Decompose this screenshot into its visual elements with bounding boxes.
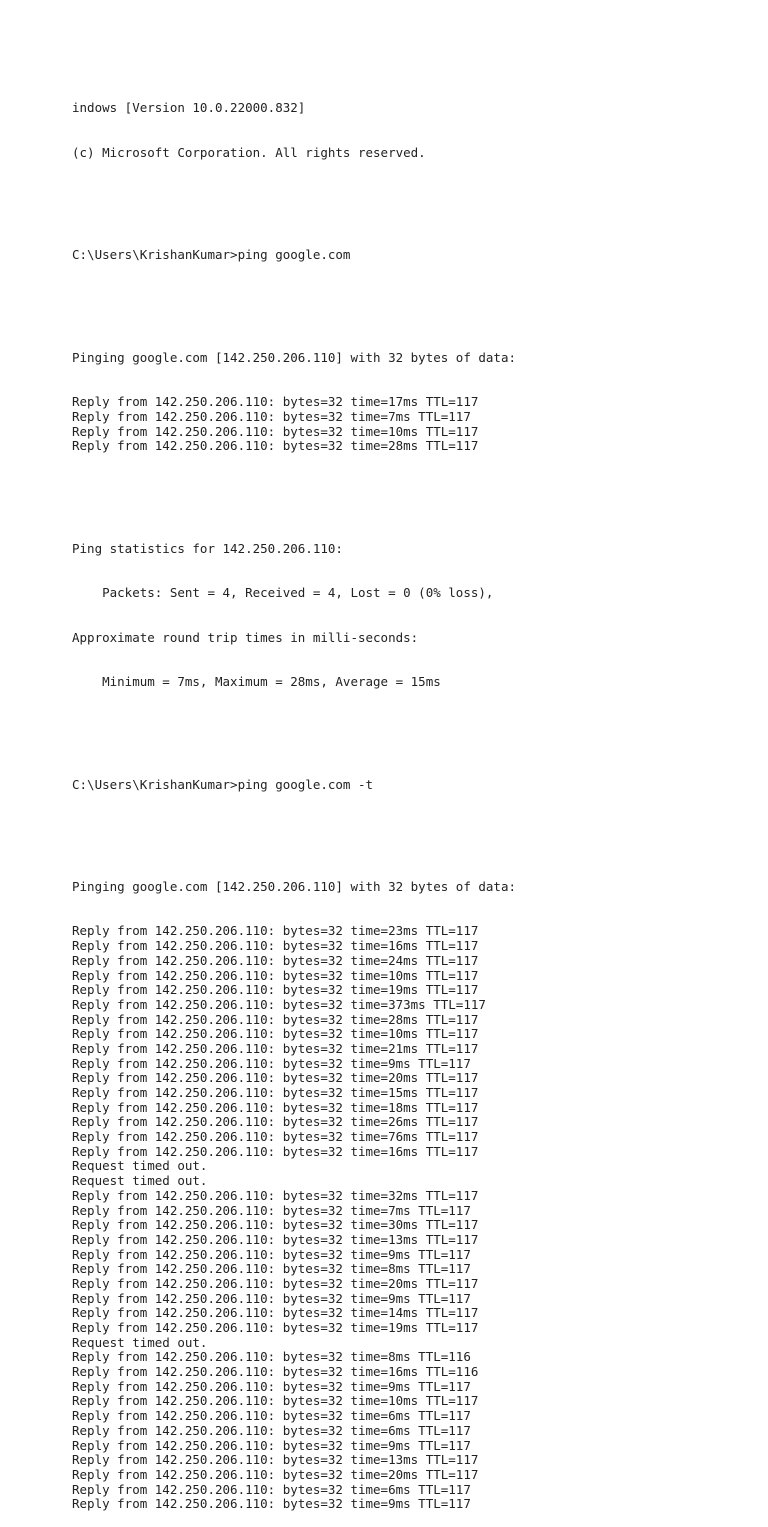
reply-line: Reply from 142.250.206.110: bytes=32 time=26ms TTL=117 — [72, 1114, 479, 1130]
command-line: C:\Users\KrishanKumar>ping google.com -t — [72, 776, 374, 792]
blank-line — [72, 190, 752, 205]
reply-line: Reply from 142.250.206.110: bytes=32 time=19ms TTL=117 — [72, 1320, 479, 1336]
reply-line: Reply from 142.250.206.110: bytes=32 time=10ms TTL=117 — [72, 1026, 479, 1042]
reply-line: Reply from 142.250.206.110: bytes=32 time=10ms TTL=117 — [72, 423, 479, 439]
reply-line: Reply from 142.250.206.110: bytes=32 time=10ms TTL=117 — [72, 967, 479, 983]
stats-times: Minimum = 7ms, Maximum = 28ms, Average = 15ms — [72, 673, 441, 689]
reply-line: Reply from 142.250.206.110: bytes=32 time=20ms TTL=117 — [72, 1466, 479, 1482]
reply-line: Reply from 142.250.206.110: bytes=32 time=18ms TTL=117 — [72, 1099, 479, 1115]
reply-line: Reply from 142.250.206.110: bytes=32 time=14ms TTL=117 — [72, 1305, 479, 1321]
reply-line: Request timed out. — [72, 1173, 208, 1189]
reply-line: Request timed out. — [72, 1334, 208, 1350]
reply-line: Reply from 142.250.206.110: bytes=32 time=13ms TTL=117 — [72, 1231, 479, 1247]
reply-line: Reply from 142.250.206.110: bytes=32 time=16ms TTL=116 — [72, 1364, 479, 1380]
reply-line: Reply from 142.250.206.110: bytes=32 time=19ms TTL=117 — [72, 982, 479, 998]
command-line: C:\Users\KrishanKumar>ping google.com — [72, 247, 351, 263]
reply-line: Reply from 142.250.206.110: bytes=32 time=7ms TTL=117 — [72, 409, 471, 425]
reply-line: Reply from 142.250.206.110: bytes=32 time=9ms TTL=117 — [72, 1378, 471, 1394]
copyright-line: (c) Microsoft Corporation. All rights reserved. — [72, 144, 426, 160]
reply-line: Reply from 142.250.206.110: bytes=32 time=16ms TTL=117 — [72, 1143, 479, 1159]
reply-line: Reply from 142.250.206.110: bytes=32 time=373ms TTL=117 — [72, 996, 486, 1012]
reply-line: Reply from 142.250.206.110: bytes=32 time=24ms TTL=117 — [72, 952, 479, 968]
reply-line: Reply from 142.250.206.110: bytes=32 time=32ms TTL=117 — [72, 1187, 479, 1203]
pinging-line: Pinging google.com [142.250.206.110] with 32 bytes of data: — [72, 879, 517, 895]
reply-line: Reply from 142.250.206.110: bytes=32 time=9ms TTL=117 — [72, 1437, 471, 1453]
reply-line: Reply from 142.250.206.110: bytes=32 time=13ms TTL=117 — [72, 1452, 479, 1468]
version-line: indows [Version 10.0.22000.832] — [72, 100, 306, 116]
reply-line: Reply from 142.250.206.110: bytes=32 time=28ms TTL=117 — [72, 438, 479, 454]
stats-title: Ping statistics for 142.250.206.110: — [72, 541, 343, 557]
reply-line: Reply from 142.250.206.110: bytes=32 time=30ms TTL=117 — [72, 1217, 479, 1233]
reply-line: Reply from 142.250.206.110: bytes=32 time=16ms TTL=117 — [72, 938, 479, 954]
reply-line: Request timed out. — [72, 1158, 208, 1174]
blank-line — [72, 484, 752, 499]
stats-approx: Approximate round trip times in milli-seconds: — [72, 629, 419, 645]
terminal-output — [72, 72, 752, 1527]
reply-line: Reply from 142.250.206.110: bytes=32 time=8ms TTL=116 — [72, 1349, 471, 1365]
reply-line: Reply from 142.250.206.110: bytes=32 time=7ms TTL=117 — [72, 1202, 471, 1218]
reply-list — [72, 924, 752, 1512]
reply-line: Reply from 142.250.206.110: bytes=32 time=76ms TTL=117 — [72, 1129, 479, 1145]
reply-line: Reply from 142.250.206.110: bytes=32 time=9ms TTL=117 — [72, 1246, 471, 1262]
reply-line: Reply from 142.250.206.110: bytes=32 time=6ms TTL=117 — [72, 1481, 471, 1497]
reply-line: Reply from 142.250.206.110: bytes=32 time=17ms TTL=117 — [72, 394, 479, 410]
reply-line: Reply from 142.250.206.110: bytes=32 time=15ms TTL=117 — [72, 1085, 479, 1101]
reply-line: Reply from 142.250.206.110: bytes=32 time=23ms TTL=117 — [72, 923, 479, 939]
reply-line: Reply from 142.250.206.110: bytes=32 time=20ms TTL=117 — [72, 1070, 479, 1086]
reply-line: Reply from 142.250.206.110: bytes=32 time=6ms TTL=117 — [72, 1408, 471, 1424]
blank-line — [72, 822, 752, 837]
reply-line: Reply from 142.250.206.110: bytes=32 time=20ms TTL=117 — [72, 1275, 479, 1291]
reply-line: Reply from 142.250.206.110: bytes=32 time=28ms TTL=117 — [72, 1011, 479, 1027]
reply-line: Reply from 142.250.206.110: bytes=32 time=9ms TTL=117 — [72, 1496, 471, 1512]
blank-line — [72, 719, 752, 734]
reply-line: Reply from 142.250.206.110: bytes=32 time=10ms TTL=117 — [72, 1393, 479, 1409]
stats-packets: Packets: Sent = 4, Received = 4, Lost = 0 (0% loss), — [72, 585, 494, 601]
reply-line: Reply from 142.250.206.110: bytes=32 time=9ms TTL=117 — [72, 1055, 471, 1071]
reply-line: Reply from 142.250.206.110: bytes=32 time=21ms TTL=117 — [72, 1040, 479, 1056]
reply-line: Reply from 142.250.206.110: bytes=32 time=6ms TTL=117 — [72, 1422, 471, 1438]
blank-line — [72, 292, 752, 307]
reply-list — [72, 395, 752, 454]
reply-line: Reply from 142.250.206.110: bytes=32 time=9ms TTL=117 — [72, 1290, 471, 1306]
pinging-line: Pinging google.com [142.250.206.110] with 32 bytes of data: — [72, 350, 517, 366]
reply-line: Reply from 142.250.206.110: bytes=32 time=8ms TTL=117 — [72, 1261, 471, 1277]
